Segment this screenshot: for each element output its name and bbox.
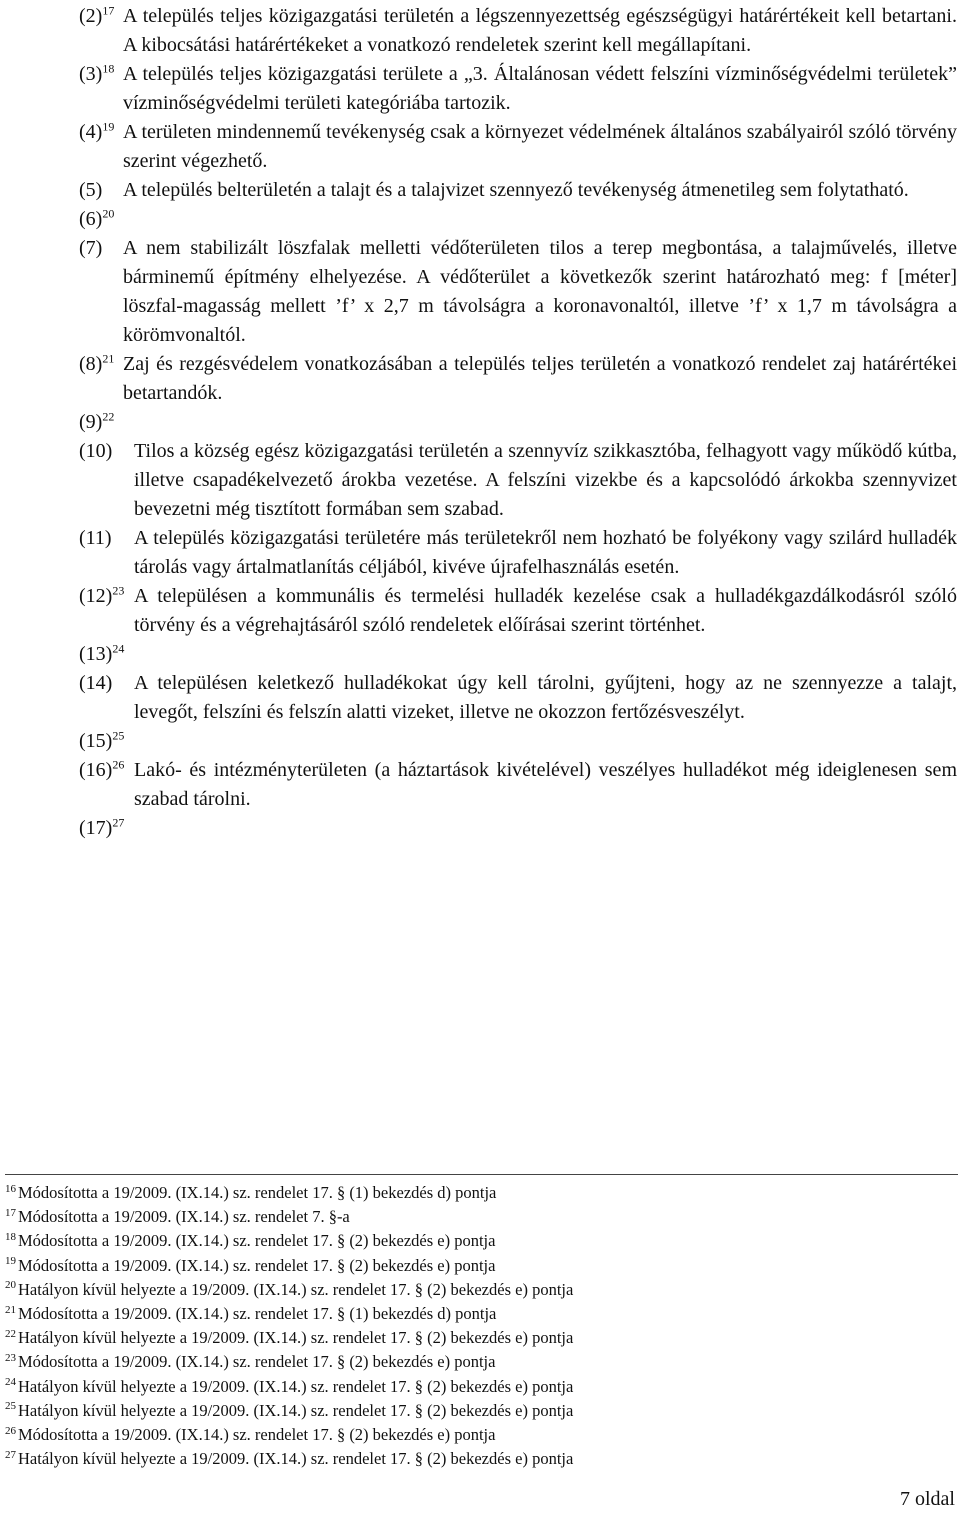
- footnote-number: 23: [5, 1351, 16, 1364]
- paragraph-item: [79, 582, 957, 640]
- paragraph-number: [79, 118, 123, 176]
- paragraph-item: [79, 727, 957, 756]
- footnote: [5, 1181, 945, 1205]
- paragraph-number-text: (14): [79, 672, 113, 694]
- paragraph-list: [79, 2, 957, 843]
- paragraph-text: A település belterületén a talajt és a talajvizet szennyező tevékenység átmenetileg sem folytatható.: [123, 179, 909, 201]
- footnote-text: Módosította a 19/2009. (IX.14.) sz. rendelet 7. §-a: [18, 1207, 350, 1227]
- paragraph-item: [79, 118, 957, 176]
- paragraph-number-text: (16): [79, 759, 113, 781]
- paragraph-number: [79, 176, 123, 205]
- paragraph-item: [79, 669, 957, 727]
- paragraph-number: [79, 669, 134, 727]
- footnote-reference: 21: [102, 351, 115, 366]
- paragraph-text: [123, 205, 957, 234]
- paragraph-number: [79, 408, 123, 437]
- paragraph-text: A nem stabilizált löszfalak melletti védőterületen tilos a terep megbontása, a talajművelés, illetve bárminemű építmény elhelyezése. A védőterület a következők szerint határozható meg: f [méter] löszfal-magasság mellett ’f’ x 2,7 m távolságra a koronavonaltól, illetve ’f’ x 1,7 m távolságra a körömvonaltól.: [123, 237, 957, 346]
- footnote: [5, 1447, 945, 1471]
- paragraph-text: A településen keletkező hulladékokat úgy kell tárolni, gyűjteni, hogy az ne szennyezze a talajt, levegőt, felszíni és felszín alatti vizeket, illetve ne okozzon fertőzésveszélyt.: [134, 672, 957, 723]
- footnote-number: 20: [5, 1279, 16, 1292]
- footnote: [5, 1326, 945, 1350]
- paragraph-text: Lakó- és intézményterületen (a háztartások kivételével) veszélyes hulladékot még ideiglenesen sem szabad tárolni.: [134, 759, 957, 810]
- footnote-number: 25: [5, 1400, 16, 1413]
- footnote-text: Módosította a 19/2009. (IX.14.) sz. rendelet 17. § (2) bekezdés e) pontja: [18, 1425, 496, 1445]
- paragraph-item: [79, 234, 957, 350]
- paragraph-number: [79, 437, 134, 524]
- footnote: [5, 1350, 945, 1374]
- footnote: [5, 1375, 945, 1399]
- footnote-reference: 24: [112, 641, 125, 656]
- paragraph-item: [79, 756, 957, 814]
- paragraph-number: [79, 524, 134, 582]
- footnote-list: [5, 1181, 945, 1471]
- footnote-reference: 22: [102, 409, 115, 424]
- paragraph-number-text: (7): [79, 237, 103, 259]
- paragraph-number-text: (8): [79, 353, 103, 375]
- footnote-text: Hatályon kívül helyezte a 19/2009. (IX.14.) sz. rendelet 17. § (2) bekezdés e) pontja: [18, 1328, 574, 1348]
- paragraph-item: [79, 524, 957, 582]
- footnote-reference: 20: [102, 206, 115, 221]
- paragraph-text: A területen mindennemű tevékenység csak a környezet védelmének általános szabályairól szóló törvény szerint végezhető.: [123, 121, 957, 172]
- footnote-reference: 26: [112, 757, 125, 772]
- footnote: [5, 1302, 945, 1326]
- footnote: [5, 1399, 945, 1423]
- footnote-text: Módosította a 19/2009. (IX.14.) sz. rendelet 17. § (1) bekezdés d) pontja: [18, 1183, 497, 1202]
- footnote-reference: 19: [102, 119, 115, 134]
- paragraph-number-text: (4): [79, 121, 103, 143]
- paragraph-number: [79, 60, 123, 118]
- paragraph-number: [79, 727, 134, 756]
- paragraph-item: [79, 408, 957, 437]
- paragraph-item: [79, 350, 957, 408]
- footnote-text: Hatályon kívül helyezte a 19/2009. (IX.14.) sz. rendelet 17. § (2) bekezdés e) pontja: [18, 1400, 574, 1420]
- paragraph-number: [79, 205, 123, 234]
- footnote: [5, 1254, 945, 1278]
- paragraph-text: [134, 640, 957, 669]
- footnote-number: 19: [5, 1255, 16, 1268]
- footnote: [5, 1229, 945, 1253]
- paragraph-number-text: (3): [79, 63, 103, 85]
- footnote-text: Módosította a 19/2009. (IX.14.) sz. rendelet 17. § (2) bekezdés e) pontja: [18, 1231, 496, 1251]
- footnote-text: Módosította a 19/2009. (IX.14.) sz. rendelet 17. § (2) bekezdés e) pontja: [18, 1255, 496, 1275]
- paragraph-number-text: (11): [79, 527, 112, 549]
- footnote-reference: 23: [112, 583, 125, 598]
- paragraph-item: [79, 60, 957, 118]
- footnote-text: Hatályon kívül helyezte a 19/2009. (IX.14.) sz. rendelet 17. § (2) bekezdés e) pontja: [18, 1449, 574, 1469]
- footnote-text: Hatályon kívül helyezte a 19/2009. (IX.14.) sz. rendelet 17. § (2) bekezdés e) pontja: [18, 1279, 574, 1299]
- paragraph-number: [79, 234, 123, 350]
- paragraph-text: [134, 814, 957, 843]
- paragraph-number: [79, 756, 134, 814]
- footnote-number: 16: [5, 1182, 16, 1195]
- paragraph-number-text: (2): [79, 5, 103, 27]
- paragraph-number: [79, 814, 134, 843]
- paragraph-text: A település teljes közigazgatási területe a „3. Általánosan védett felszíni vízminőségvédelmi területek” vízminőségvédelmi területi kategóriába tartozik.: [123, 63, 957, 114]
- paragraph-text: A település közigazgatási területére más területekről nem hozható be folyékony vagy szilárd hulladék tárolás vagy ártalmatlanítás céljából, kivéve újrafelhasználás esetén.: [134, 527, 957, 578]
- paragraph-item: [79, 205, 957, 234]
- paragraph-number: [79, 2, 123, 60]
- paragraph-item: [79, 2, 957, 60]
- footnote-number: 27: [5, 1448, 16, 1461]
- footnote: [5, 1205, 945, 1229]
- footnote-number: 24: [5, 1376, 16, 1389]
- paragraph-number-text: (9): [79, 411, 103, 433]
- paragraph-item: [79, 640, 957, 669]
- paragraph-item: [79, 437, 957, 524]
- paragraph-number: [79, 640, 134, 669]
- footnote-reference: 27: [112, 815, 125, 830]
- paragraph-text: A település teljes közigazgatási területén a légszennyezettség egészségügyi határértékeit kell betartani. A kibocsátási határértékeket a vonatkozó rendeletek szerint kell megállapítani.: [123, 5, 957, 56]
- footnote-text: Módosította a 19/2009. (IX.14.) sz. rendelet 17. § (1) bekezdés d) pontja: [18, 1304, 497, 1324]
- paragraph-text: A településen a kommunális és termelési hulladék kezelése csak a hulladékgazdálkodásról szóló törvény és a végrehajtásáról szóló rendeletek előírásai szerint történhet.: [134, 585, 957, 636]
- footnote: [5, 1278, 945, 1302]
- paragraph-number-text: (13): [79, 643, 113, 665]
- footnote-number: 17: [5, 1206, 16, 1219]
- footnote-reference: 18: [102, 61, 115, 76]
- footnote-number: 21: [5, 1303, 16, 1316]
- footnote: [5, 1423, 945, 1447]
- paragraph-number-text: (12): [79, 585, 113, 607]
- footnote-separator: [5, 1174, 958, 1175]
- paragraph-item: [79, 176, 957, 205]
- paragraph-text: [134, 727, 957, 756]
- paragraph-text: Tilos a község egész közigazgatási területén a szennyvíz szikkasztóba, felhagyott vagy működő kútba, illetve csapadékelvezető árokba vezetése. A felszíni vizekbe és a kapcsolódó árkokba szennyvizet bevezetni még tisztított formában sem szabad.: [134, 440, 957, 520]
- footnote-text: Módosította a 19/2009. (IX.14.) sz. rendelet 17. § (2) bekezdés e) pontja: [18, 1352, 496, 1372]
- paragraph-text: [123, 408, 957, 437]
- paragraph-text: Zaj és rezgésvédelem vonatkozásában a település teljes területén a vonatkozó rendelet zaj határértékei betartandók.: [123, 353, 957, 404]
- paragraph-number-text: (6): [79, 208, 103, 230]
- paragraph-number-text: (15): [79, 730, 113, 752]
- paragraph-item: [79, 814, 957, 843]
- paragraph-number-text: (5): [79, 179, 103, 201]
- footnote-number: 18: [5, 1230, 16, 1243]
- paragraph-number: [79, 350, 123, 408]
- footnote-reference: 25: [112, 728, 125, 743]
- page-number: 7 oldal: [900, 1488, 955, 1510]
- paragraph-number-text: (17): [79, 817, 113, 839]
- paragraph-number-text: (10): [79, 440, 113, 462]
- footnote-reference: 17: [102, 3, 115, 18]
- footnote-number: 26: [5, 1424, 16, 1437]
- paragraph-number: [79, 582, 134, 640]
- footnote-text: Hatályon kívül helyezte a 19/2009. (IX.14.) sz. rendelet 17. § (2) bekezdés e) pontja: [18, 1376, 574, 1396]
- footnote-number: 22: [5, 1327, 16, 1340]
